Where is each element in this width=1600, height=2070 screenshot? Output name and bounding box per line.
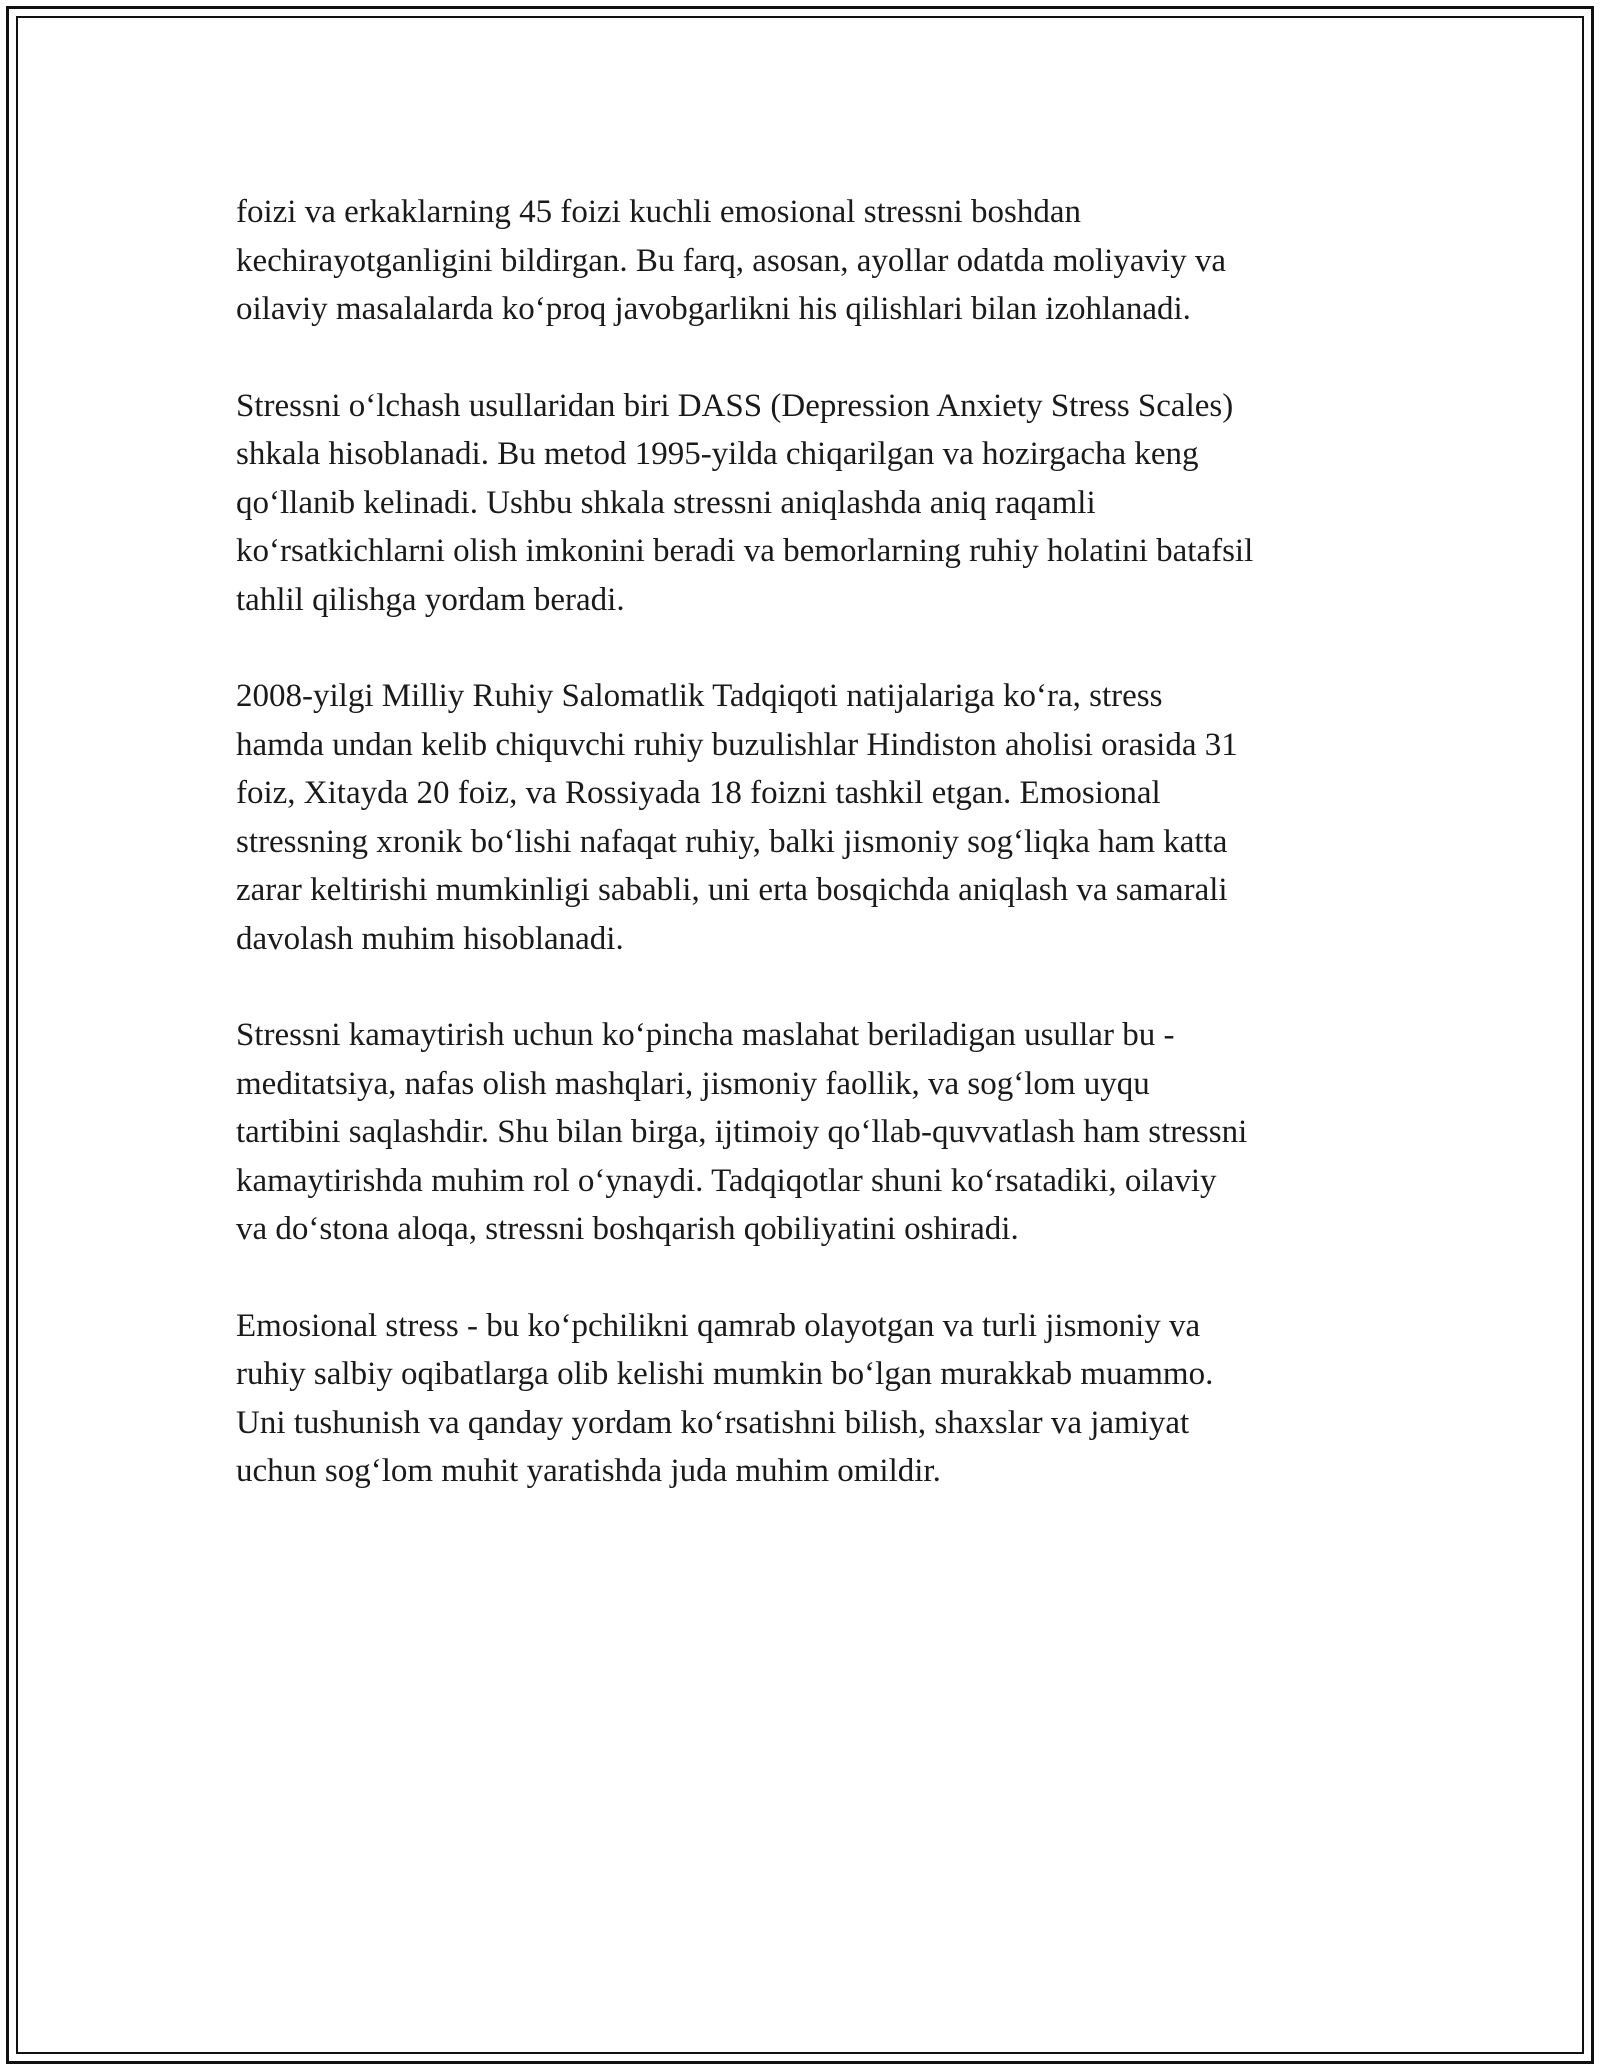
- text-line: Uni tushunish va qanday yordam ko‘rsatishni bilish, shaxslar va jamiyat: [236, 1404, 1190, 1441]
- text-line: uchun sog‘lom muhit yaratishda juda muhim omildir.: [236, 1453, 941, 1489]
- text-line: Emosional stress - bu ko‘pchilikni qamrab olayotgan va turli jismoniy va: [236, 1307, 1201, 1344]
- text-line: 2008-yilgi Milliy Ruhiy Salomatlik Tadqiqoti natijalariga ko‘ra, stress: [236, 678, 1163, 714]
- paragraph: [236, 672, 1396, 963]
- text-line: oilaviy masalalarda ko‘proq javobgarlikni his qilishlari bilan izohlanadi.: [236, 291, 1191, 327]
- text-line: ruhiy salbiy oqibatlarga olib kelishi mumkin bo‘lgan murakkab muammo.: [236, 1356, 1214, 1392]
- paragraph: [236, 188, 1396, 334]
- text-line: tartibini saqlashdir. Shu bilan birga, ijtimoiy qo‘llab-quvvatlash ham stressni: [236, 1114, 1248, 1150]
- text-line: shkala hisoblanadi. Bu metod 1995-yilda chiqarilgan va hozirgacha keng: [236, 436, 1199, 472]
- paragraph: [236, 382, 1396, 625]
- text-line: meditatsiya, nafas olish mashqlari, jismoniy faollik, va sog‘lom uyqu: [236, 1065, 1150, 1102]
- text-line: kamaytirishda muhim rol o‘ynaydi. Tadqiqotlar shuni ko‘rsatadiki, oilaviy: [236, 1162, 1217, 1199]
- text-line: stressning xronik bo‘lishi nafaqat ruhiy, balki jismoniy sog‘liqka ham katta: [236, 823, 1228, 860]
- text-line: foiz, Xitayda 20 foiz, va Rossiyada 18 foizni tashkil etgan. Emosional: [236, 775, 1161, 811]
- text-line: va do‘stona aloqa, stressni boshqarish qobiliyatini oshiradi.: [236, 1211, 1019, 1247]
- text-line: qo‘llanib kelinadi. Ushbu shkala stressni aniqlashda aniq raqamli: [236, 484, 1096, 521]
- text-line: ko‘rsatkichlarni olish imkonini beradi va bemorlarning ruhiy holatini batafsil: [236, 533, 1254, 569]
- paragraph: [236, 1302, 1396, 1496]
- text-line: Stressni kamaytirish uchun ko‘pincha maslahat beriladigan usullar bu -: [236, 1017, 1175, 1053]
- text-line: foizi va erkaklarning 45 foizi kuchli emosional stressni boshdan: [236, 194, 1081, 230]
- document-body: [236, 188, 1396, 1544]
- text-line: Stressni o‘lchash usullaridan biri DASS (Depression Anxiety Stress Scales): [236, 387, 1234, 424]
- text-line: zarar keltirishi mumkinligi sababli, uni erta bosqichda aniqlash va samarali: [236, 872, 1228, 908]
- text-line: kechirayotganligini bildirgan. Bu farq, asosan, ayollar odatda moliyaviy va: [236, 242, 1227, 279]
- text-line: davolash muhim hisoblanadi.: [236, 920, 624, 957]
- text-line: tahlil qilishga yordam beradi.: [236, 581, 625, 618]
- paragraph: [236, 1011, 1396, 1254]
- text-line: hamda undan kelib chiquvchi ruhiy buzulishlar Hindiston aholisi orasida 31: [236, 726, 1238, 763]
